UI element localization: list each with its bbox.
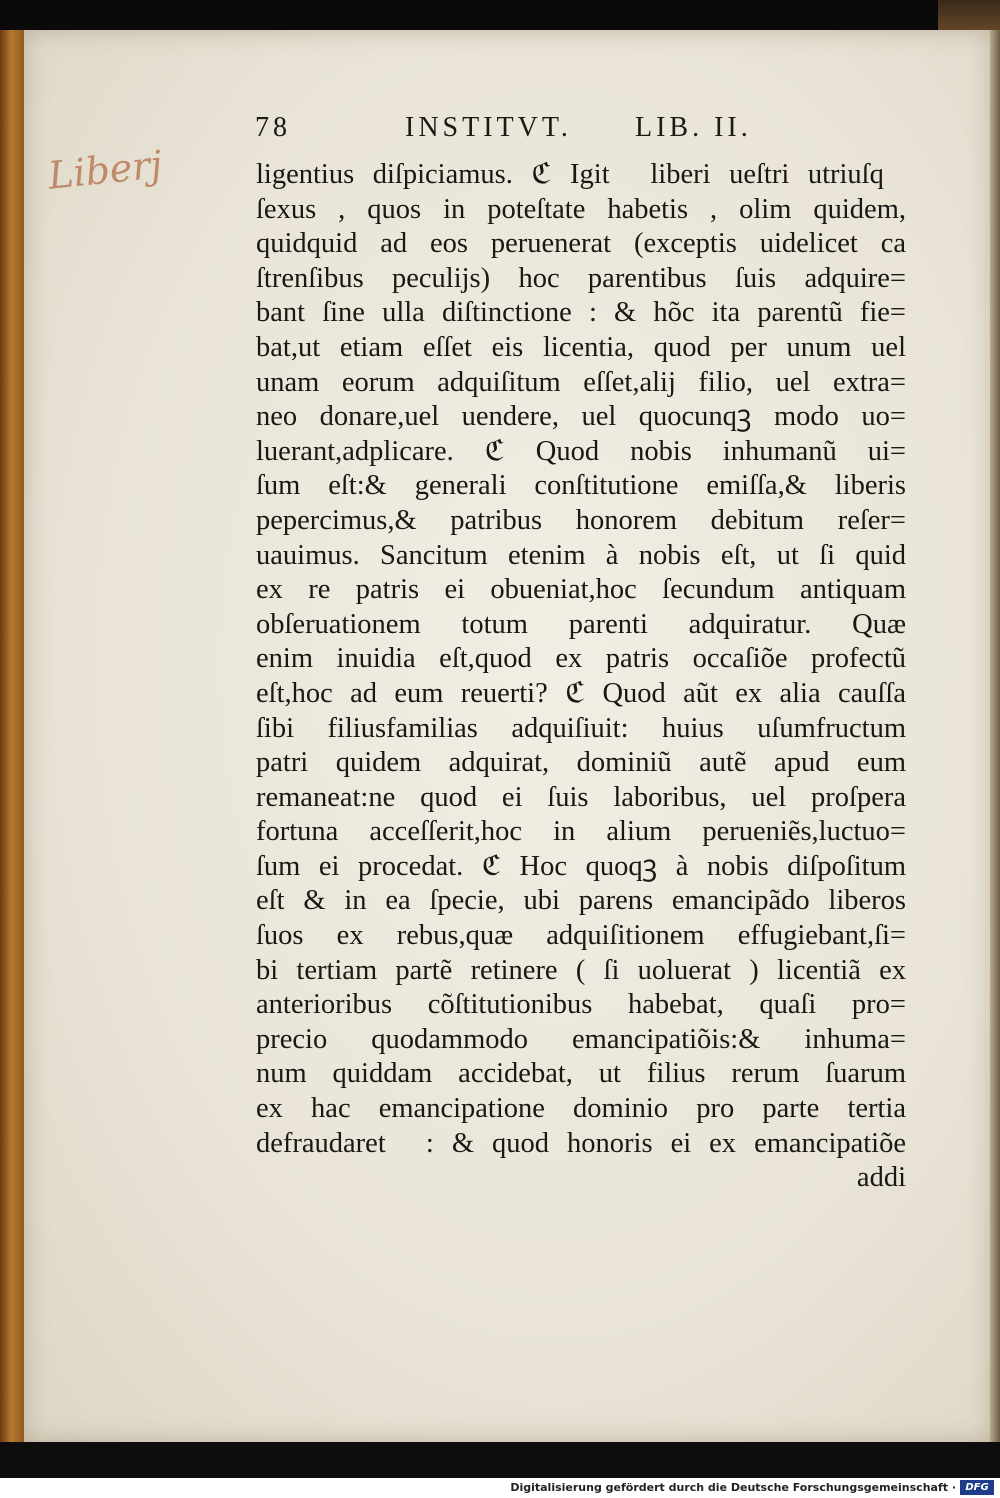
page-number: 78 — [255, 112, 291, 143]
text-line: ſibi filiusfamilias adquiſiuit: huius uſumfructum — [256, 712, 906, 744]
text-line: ſtrenſibus peculijs) hoc parentibus ſuis adquire= — [256, 262, 906, 294]
funding-credit: Digitalisierung gefördert durch die Deutsche Forschungsgemeinschaft · — [510, 1481, 956, 1494]
text-line: ligentius diſpiciamus. ℭ Igitᷓ liberi ueſtri utriuſqꝫ — [256, 159, 906, 190]
text-line: ſum ei procedat. ℭ Hoc quoqꝫ à nobis diſpoſitum — [256, 850, 906, 882]
text-line: ſum eſt:& generali conſtitutione emiſſa,& liberis — [256, 470, 906, 502]
running-head — [255, 112, 775, 152]
text-line: ex hac emancipatione dominio pro parte tertia — [256, 1093, 906, 1125]
footer — [0, 1478, 1000, 1498]
text-line: luerant,adplicare. ℭ Quod nobis inhumanũ ui= — [256, 435, 906, 467]
text-line: remaneat:ne quod ei ſuis laboribus, uel proſpera — [256, 781, 906, 813]
text-line: unam eorum adquiſitum eſſet,alij filio, uel extra= — [256, 366, 906, 398]
handwritten-margin-note: Liberj — [46, 142, 165, 198]
text-line: patri quidem adquirat, dominiũ autẽ apud eum — [256, 747, 906, 779]
text-line: anterioribus cõſtitutionibus habebat, quaſi pro= — [256, 989, 906, 1021]
scan-bottom-border — [0, 1442, 1000, 1478]
text-line: fortuna acceſſerit,hoc in alium perueniẽs,luctuo= — [256, 816, 906, 848]
text-line: bat,ut etiam eſſet eis licentia, quod per unum uel — [256, 331, 906, 363]
text-line: ex re patris ei obueniat,hoc ſecundum antiquam — [256, 574, 906, 606]
page-right-edge — [990, 30, 1000, 1445]
running-title: INSTITVT. — [405, 112, 572, 143]
body-text — [256, 158, 906, 1196]
catchword: addi — [856, 1162, 906, 1194]
text-line: uauimus. Sancitum etenim à nobis eſt, ut ſi quid — [256, 539, 906, 571]
scan-top-border — [0, 0, 1000, 34]
text-line: obſeruationem totum parenti adquiratur. Quæ — [256, 608, 906, 640]
text-line: defraudaretᷓ : & quod honoris ei ex emancipatiõe — [256, 1127, 906, 1159]
text-line: bant ſine ulla diſtinctione : & hõc ita parentũ fie= — [256, 297, 906, 329]
text-line: eſt & in ea ſpecie, ubi parens emancipãdo liberos — [256, 885, 906, 917]
text-line: precio quodammodo emancipatiõis:& inhuma= — [256, 1023, 906, 1055]
text-line: num quiddam accidebat, ut filius rerum ſuarum — [256, 1058, 906, 1090]
dfg-logo: DFG — [960, 1480, 994, 1495]
running-book-number: LIB. II. — [635, 112, 752, 143]
text-line: eſt,hoc ad eum reuerti? ℭ Quod aũt ex alia cauſſa — [256, 677, 906, 709]
text-line: quidquid ad eos peruenerat (exceptis uidelicet ca — [256, 228, 906, 260]
text-line: bi tertiam partẽ retinere ( ſi uoluerat ) licentiã ex — [256, 954, 906, 986]
text-line: pepercimus,& patribus honorem debitum reſer= — [256, 504, 906, 536]
text-line: ſuos ex rebus,quæ adquiſitionem effugiebant,ſi= — [256, 920, 906, 952]
book-spine-edge — [0, 30, 26, 1445]
text-line: ſexus , quos in poteſtate habetis , olim quidem, — [256, 193, 906, 225]
text-line: neo donare,uel uendere, uel quocunqꝫ modo uo= — [256, 401, 906, 433]
text-line: enim inuidia eſt,quod ex patris occaſiõe profectũ — [256, 643, 906, 675]
